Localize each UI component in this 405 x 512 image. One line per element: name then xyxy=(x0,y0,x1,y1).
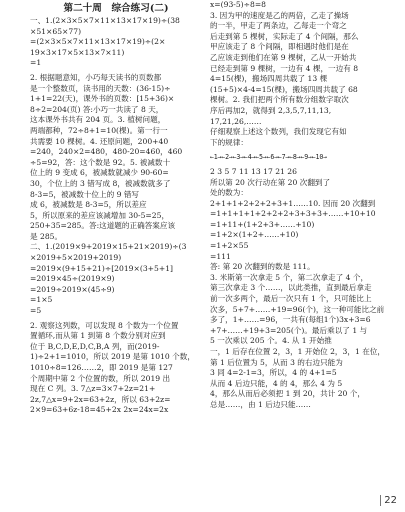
text-line: 乙应该走到他们在第 9 棵树，乙从一开始共 xyxy=(210,52,357,62)
text-line: 下的规律： xyxy=(210,137,248,147)
text-line: 棵树。2. 我们把两个所有数分组数字取次 xyxy=(210,95,349,105)
text-line: =2019×(9+15+21)÷[2019×(3+5+1] xyxy=(30,263,174,273)
text-line: 仔细观察上述这个数列，我们发现它有如 xyxy=(210,127,347,137)
text-line: =1+2×(1+2+……+10) xyxy=(210,230,299,240)
text-line: =1×5 xyxy=(30,295,53,305)
text-line: 的一半，甲走了两条边，乙每走一个弯之 xyxy=(210,21,347,31)
text-line: 总是……，由 1 后边只能…… xyxy=(210,399,311,409)
text-line: 位上的 9 变成 6，被减数就减少 90-60= xyxy=(30,168,169,178)
text-line: 一，1 后存在位置 2，3，1 开始位 2，3，1 在位， xyxy=(210,347,385,356)
text-line: 1+1=22(天)，课外书的页数：[15+36)× xyxy=(30,94,175,104)
left-column xyxy=(30,0,202,416)
text-line: 19×3×17×5×13×7×11) xyxy=(30,47,125,57)
text-line: 一、1.(2×3×5×7×11×13×17×19)÷(38 xyxy=(30,16,180,25)
right-text-block xyxy=(210,0,388,411)
text-line: 5，所以原来的差应该减增加 30-5=25， xyxy=(30,210,170,220)
text-line: 共需要 10 棵树。4. 还原问题，200+40 xyxy=(30,136,169,146)
text-line: 2. 根据题意知，小巧每天读书的页数都 xyxy=(30,72,162,82)
section-title: 第二十周 综合练习(二) xyxy=(63,3,169,14)
text-line: =2019×45÷(2019×9) xyxy=(30,274,115,284)
text-line: 成 6，被减数是 8-3=5，所以差应 xyxy=(30,200,147,210)
difference-sequence: ←1→←2→←3→←4→←5→←6→←7→←8→←9→←10→ xyxy=(210,153,327,162)
page-number: 22 xyxy=(380,495,397,506)
text-line: 序后再加2，就得到 2,3,5,7,11,13, xyxy=(210,105,332,115)
text-line: 2+1+1+2+2+2+3+1……10. 因而 20 次翻到 xyxy=(210,198,376,208)
text-line: 30，个位上的 3 错写成 8，被减数就多了 xyxy=(30,178,171,188)
text-line: 从而 4 后边只能，4 的 4，那么 4 为 5 xyxy=(210,378,343,388)
text-line: 位于 B,C,D,E,D,C,B,A 列，而(2019- xyxy=(30,341,160,351)
text-line: 置循环,而从第 1 到第 8 个数分别对应到 xyxy=(30,331,166,341)
text-line: 第三次拿走 3 个……，以此类推，直到最后拿走 xyxy=(210,283,372,293)
text-line: 后走到第 5 棵树，实际走了 4 个间隔，那么 xyxy=(210,31,359,41)
text-line: (15+5)×4-4=15(棵)，搬场四周共载了 68 xyxy=(210,84,358,94)
text-line: 个周期中第 2 个位置的数，所以 2019 出 xyxy=(30,373,171,383)
text-line: 8÷2=204(页) 答:小巧一共读了 8 天， xyxy=(30,104,164,114)
right-column xyxy=(210,0,388,411)
text-line: 2. 观察这列数，可以发现 8 个数为一个位置 xyxy=(30,320,179,330)
text-line: =5 xyxy=(30,306,42,316)
text-line: +7+……+19+3=205(个)。最后乘以了 1 与 xyxy=(210,325,368,335)
text-line: 3. 米斯第一次拿走 5 个，第二次拿走了 4 个， xyxy=(210,272,369,282)
text-line: =111 xyxy=(210,251,231,261)
text-line: 250+35=285。答:这道题的正确答案应该 xyxy=(30,221,176,231)
text-line: 是一个整数页，读书用的天数：(36-15)÷ xyxy=(30,83,171,93)
text-line: 现在 C 列。3. 7△z=3×7+2z=21+ xyxy=(30,384,156,394)
text-line: ÷5=92，答：这个数是 92。5. 被减数十 xyxy=(30,157,171,167)
text-line: x=(93-5)÷8=8 xyxy=(210,0,267,9)
text-line: 2z,7△x=9+2x=63+2z，所以 63+2z= xyxy=(30,394,171,404)
text-line: =1+2×55 xyxy=(210,241,249,251)
text-line: 已经走到第 9 棵树，一边有 4 棵，一边有 8 xyxy=(210,63,359,73)
text-line: 前一次多两个，最后一次只有 1 个，只可能比上 xyxy=(210,294,372,304)
text-line: =1 xyxy=(30,58,42,68)
text-line: 多了，1+……=96，一共有(每组1个)3x+3=6 xyxy=(210,315,371,325)
text-line: 两端都种，72÷8+1=10(棵)。第一行一 xyxy=(30,125,168,135)
text-line: 4，那么从而后必须把 1 到 20，共计 20 个， xyxy=(210,389,365,399)
text-line: 1010÷8=126……2，即 2019 是第 127 xyxy=(30,363,173,372)
text-line: 次多，5+7+……+19=96(个)，这一种可能比之前 xyxy=(210,304,385,314)
text-line: 17,21,26,…… xyxy=(210,116,262,126)
text-line: 2 3 5 7 11 13 17 21 26 xyxy=(210,166,297,176)
text-line: 二、1.(2019×9+2019×15+21×2019)÷(3 xyxy=(30,242,187,252)
text-line: 甲应该走了 8 个间隔，即相遇时他们是在 xyxy=(210,42,349,52)
text-line: 第 1 后位置为 5，从而 3 的右边只能为 xyxy=(210,357,343,367)
text-line: =1+1+1+1+2+2+2+3+3+3+……+10+10 xyxy=(210,209,376,219)
text-line: 1)÷2+1=1010，所以 2019 是第 1010 个数， xyxy=(30,352,195,362)
text-line: 答: 第 20 次翻到的数是 111。 xyxy=(210,262,315,272)
left-text-block xyxy=(30,16,202,416)
text-line: =2019÷2019×(45÷9) xyxy=(30,284,115,294)
text-line: 2×9=63+6z-18=45+2x 2x=24x=2x xyxy=(30,405,169,415)
text-line: 是 285。 xyxy=(30,231,63,241)
text-line: 4=15(棵)，搬场四周共载了 13 棵 xyxy=(210,74,328,84)
text-line: 8-3=5，被减数十位上的 9 错写 xyxy=(30,189,140,199)
text-line: 3 同 4=2-1=3，所以，4 的 4+1=5 xyxy=(210,368,337,378)
text-line: 所以第 20 次行动在第 20 次翻到了 xyxy=(210,177,331,187)
text-line: =240，240×2=480，480-20=460，460 xyxy=(30,147,183,157)
text-line: ×51×65×77) xyxy=(30,26,82,36)
text-line: 处的数为： xyxy=(210,188,248,198)
text-line: 3. 因为甲的速度是乙的两倍，乙走了操场 xyxy=(210,10,349,20)
text-line: =1+11+(1+2+3+……+10) xyxy=(210,219,315,229)
text-line: 5 一次乘以 205 个。4. 从 1 开始推 xyxy=(210,336,332,346)
text-line: ×2019+5×2019+2019) xyxy=(30,253,122,263)
text-line: 这本课外书共有 204 页。3. 植树问题， xyxy=(30,115,166,125)
text-line: =(2×3×5×7×11×13×17×19)÷(2× xyxy=(30,37,166,47)
